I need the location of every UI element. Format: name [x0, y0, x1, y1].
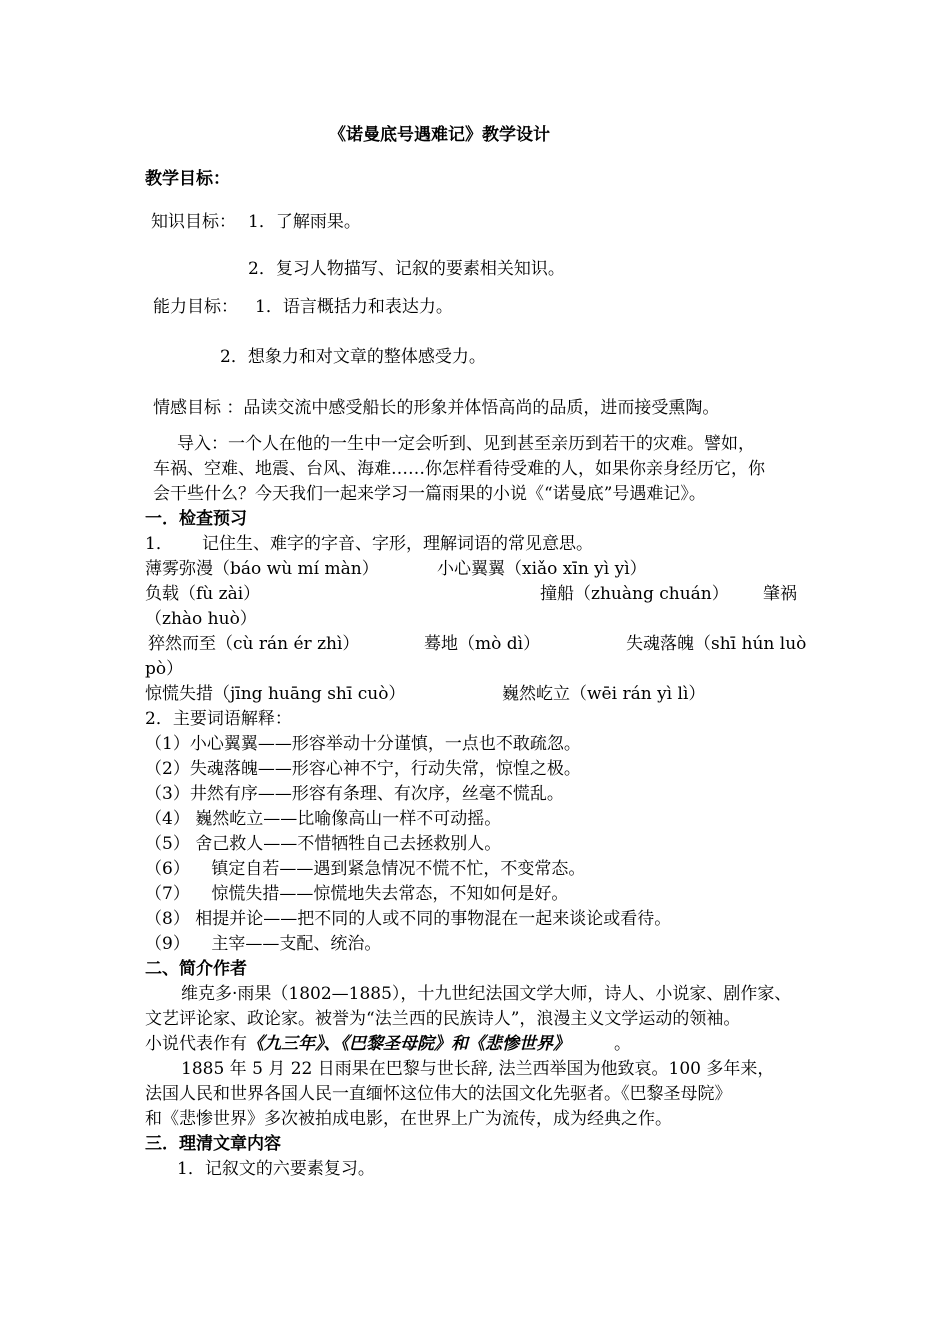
vocab-word-8: 失魂落魄（shī hún luò — [626, 634, 807, 654]
section-1-heading: 一．检查预习 — [145, 509, 247, 529]
definition-1: （1）小心翼翼——形容举动十分谨慎，一点也不敢疏忽。 — [145, 734, 581, 754]
vocab-word-2: 小心翼翼（xiǎo xīn yì yì） — [437, 559, 647, 579]
ability-objective-2: 2．想象力和对文章的整体感受力。 — [220, 347, 486, 367]
author-para-2-line-2: 法国人民和世界各国人民一直缅怀这位伟大的法国文化先驱者。《巴黎圣母院》 — [145, 1084, 732, 1104]
definition-6: （6） 镇定自若——遇到紧急情况不慌不忙，不变常态。 — [145, 859, 586, 879]
vocab-word-1: 薄雾弥漫（báo wù mí màn） — [145, 559, 379, 579]
works-intro: 小说代表作有 — [145, 1034, 247, 1054]
vocab-word-8-pinyin-end: pò） — [145, 659, 184, 679]
knowledge-objective-2: 2．复习人物描写、记叙的要素相关知识。 — [248, 259, 565, 279]
section-1-item-2: 2．主要词语解释： — [145, 709, 292, 729]
author-para-1-line-3 — [145, 1033, 631, 1055]
author-para-2-line-3: 和《悲惨世界》多次被拍成电影，在世界上广为流传，成为经典之作。 — [145, 1109, 672, 1129]
vocab-word-6: 猝然而至（cù rán ér zhì） — [148, 634, 360, 654]
vocab-word-5-pinyin: （zhào huò） — [145, 609, 257, 629]
works-titles: 《九三年》、《巴黎圣母院》和《悲惨世界》 — [247, 1034, 570, 1054]
definition-3: （3）井然有序——形容有条理、有次序，丝毫不慌乱。 — [145, 784, 564, 804]
intro-line-1: 导入：一个人在他的一生中一定会听到、见到甚至亲历到若干的灾难。譬如， — [177, 434, 755, 454]
definition-7: （7） 惊慌失措——惊慌地失去常态，不知如何是好。 — [145, 884, 569, 904]
knowledge-objective-label: 知识目标： — [151, 212, 236, 232]
document-title: 《诺曼底号遇难记》教学设计 — [329, 125, 550, 145]
definition-9: （9） 主宰——支配、统治。 — [145, 934, 382, 954]
section-2-heading: 二、简介作者 — [145, 959, 247, 979]
vocab-word-3: 负载（fù zài） — [145, 584, 261, 604]
author-para-1-line-2: 文艺评论家、政论家。被誉为“法兰西的民族诗人”，浪漫主义文学运动的领袖。 — [145, 1009, 741, 1029]
author-para-1-line-1: 维克多·雨果（1802—1885），十九世纪法国文学大师，诗人、小说家、剧作家、 — [181, 984, 792, 1004]
intro-line-2: 车祸、空难、地震、台风、海难……你怎样看待受难的人，如果你亲身经历它，你 — [153, 459, 765, 479]
section-3-heading: 三．理清文章内容 — [145, 1134, 281, 1154]
vocab-word-9: 惊慌失措（jīng huāng shī cuò） — [145, 684, 406, 704]
objectives-heading: 教学目标： — [145, 169, 230, 189]
section-1-item-1-text: 记住生、难字的字音、字形，理解词语的常见意思。 — [202, 534, 593, 554]
emotion-objective: 情感目标 ：品读交流中感受船长的形象并体悟高尚的品质，进而接受熏陶。 — [153, 398, 720, 418]
works-end: 。 — [614, 1034, 631, 1054]
ability-objective-label: 能力目标： — [153, 297, 238, 317]
vocab-word-7: 蓦地（mò dì） — [424, 634, 541, 654]
definition-8: （8） 相提并论——把不同的人或不同的事物混在一起来谈论或看待。 — [145, 909, 672, 929]
vocab-word-10: 巍然屹立（wēi rán yì lì） — [502, 684, 706, 704]
definition-4: （4） 巍然屹立——比喻像高山一样不可动摇。 — [145, 809, 502, 829]
definition-2: （2）失魂落魄——形容心神不宁，行动失常，惊惶之极。 — [145, 759, 581, 779]
ability-objective-1: 1．语言概括力和表达力。 — [255, 297, 453, 317]
section-1-item-1-number: 1． — [145, 534, 173, 554]
author-para-2-line-1: 1885 年 5 月 22 日雨果在巴黎与世长辞, 法兰西举国为他致哀。100 多年来， — [181, 1059, 775, 1079]
knowledge-objective-1: 1．了解雨果。 — [248, 212, 361, 232]
vocab-word-4: 撞船（zhuàng chuán） — [540, 584, 729, 604]
definition-5: （5） 舍己救人——不惜牺牲自己去拯救别人。 — [145, 834, 502, 854]
intro-line-3: 会干些什么？今天我们一起来学习一篇雨果的小说《“诺曼底”号遇难记》。 — [153, 484, 706, 504]
vocab-word-5: 肇祸 — [763, 584, 797, 604]
section-3-item-1: 1．记叙文的六要素复习。 — [177, 1159, 375, 1179]
